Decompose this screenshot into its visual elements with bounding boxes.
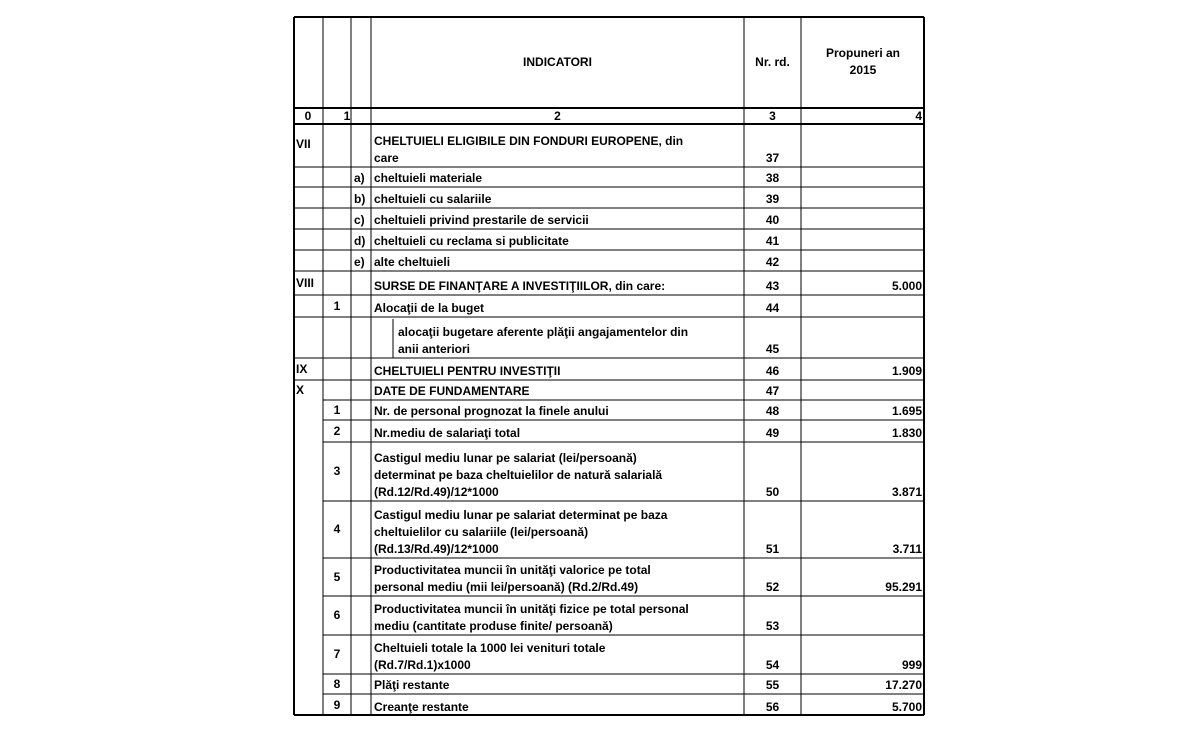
row-39-nr-line-0: 39 xyxy=(765,192,780,206)
row-39-nr xyxy=(744,187,801,208)
row-48-indicator xyxy=(371,400,744,420)
row-38-letter-line-0: a) xyxy=(354,171,365,185)
row-54-indicator xyxy=(371,635,744,674)
row-56-indicator-line-0: Creanţe restante xyxy=(374,700,469,714)
header-indicatori xyxy=(371,16,744,108)
row-43-indicator xyxy=(371,271,744,295)
row-54-indicator-line-0: Cheltuieli totale la 1000 lei venituri totale xyxy=(374,641,606,655)
row-55-value xyxy=(801,674,925,694)
row-53-indicator-line-1: mediu (cantitate produse finite/ persoană) xyxy=(374,619,613,633)
row-50-index xyxy=(323,442,351,501)
row-48-nr xyxy=(744,400,801,420)
row-51-indicator-line-2: (Rd.13/Rd.49)/12*1000 xyxy=(374,542,499,556)
row-53-index-line-0: 6 xyxy=(333,608,341,622)
row-55-nr xyxy=(744,674,801,694)
row-47-indicator-line-0: DATE DE FUNDAMENTARE xyxy=(374,384,530,398)
row-49-value-line-0: 1.830 xyxy=(891,426,922,440)
row-43-nr xyxy=(744,271,801,295)
row-55-indicator xyxy=(371,674,744,694)
row-50-indicator-line-0: Castigul mediu lunar pe salariat (lei/persoană) xyxy=(374,451,637,465)
row-43-section-line-0: VIII xyxy=(296,275,315,290)
row-44-indicator xyxy=(371,295,744,317)
row-53-index xyxy=(323,596,351,635)
row-55-nr-line-0: 55 xyxy=(765,678,780,692)
row-48-value xyxy=(801,400,925,420)
header-nr-rd xyxy=(744,16,801,108)
row-46-indicator xyxy=(371,358,744,380)
row-45-nr-line-0: 45 xyxy=(765,342,780,356)
row-50-indicator-line-1: determinat pe baza cheltuielilor de natură salarială xyxy=(374,468,663,482)
col-number-3-line-0: 3 xyxy=(769,108,776,123)
row-55-index-line-0: 8 xyxy=(333,676,341,691)
row-51-value xyxy=(801,501,925,558)
row-45-indicator-line-1: anii anteriori xyxy=(398,342,471,356)
col-number-2 xyxy=(371,108,744,124)
row-52-indicator-line-0: Productivitatea muncii în unităţi valorice pe total xyxy=(374,563,651,577)
row-42-indicator xyxy=(371,250,744,271)
row-45-nr xyxy=(744,317,801,358)
budget-indicators-table xyxy=(293,16,925,716)
row-43-indicator-line-0: SURSE DE FINANŢARE A INVESTIŢIILOR, din care: xyxy=(374,279,666,293)
row-53-nr-line-0: 53 xyxy=(765,619,780,633)
row-48-index-line-0: 1 xyxy=(333,402,341,417)
row-42-indicator-line-0: alte cheltuieli xyxy=(374,255,451,269)
row-50-indicator-line-2: (Rd.12/Rd.49)/12*1000 xyxy=(374,485,499,499)
row-43-section xyxy=(293,271,323,295)
row-53-indicator xyxy=(371,596,744,635)
row-49-indicator xyxy=(371,420,744,442)
row-38-nr xyxy=(744,167,801,187)
col-number-3 xyxy=(744,108,801,124)
row-56-value xyxy=(801,694,925,716)
row-49-nr xyxy=(744,420,801,442)
row-38-letter xyxy=(351,167,371,187)
header-indicatori-line-0: INDICATORI xyxy=(523,54,592,69)
row-52-value-line-0: 95.291 xyxy=(885,580,922,594)
row-56-index xyxy=(323,694,351,716)
header-propuneri-line-1: 2015 xyxy=(849,63,877,77)
row-37-section xyxy=(293,124,323,164)
row-53-indicator-line-0: Productivitatea muncii în unităţi fizice pe total personal xyxy=(374,602,689,616)
row-42-nr xyxy=(744,250,801,271)
row-46-value xyxy=(801,358,925,380)
row-51-indicator xyxy=(371,501,744,558)
row-44-nr-line-0: 44 xyxy=(765,301,780,315)
row-54-value-line-0: 999 xyxy=(901,658,922,672)
row-41-letter-line-0: d) xyxy=(354,234,366,248)
row-47-nr xyxy=(744,380,801,400)
col-number-0-line-0: 0 xyxy=(304,108,312,123)
row-49-value xyxy=(801,420,925,442)
row-52-index-line-0: 5 xyxy=(333,569,341,584)
row-51-nr-line-0: 51 xyxy=(765,542,780,556)
row-54-index xyxy=(323,635,351,674)
row-40-indicator-line-0: cheltuieli privind prestarile de servicii xyxy=(374,213,589,227)
row-49-nr-line-0: 49 xyxy=(765,426,780,440)
header-nr-rd-line-0: Nr. rd. xyxy=(755,54,790,69)
row-51-indicator-line-1: cheltuielilor cu salariile (lei/persoană) xyxy=(374,525,589,539)
row-50-indicator xyxy=(371,442,744,501)
row-47-section-line-0: X xyxy=(296,382,305,397)
row-46-value-line-0: 1.909 xyxy=(891,364,922,378)
row-40-indicator xyxy=(371,208,744,229)
row-47-nr-line-0: 47 xyxy=(765,384,780,398)
row-51-index xyxy=(323,501,351,558)
row-41-nr-line-0: 41 xyxy=(765,234,780,248)
row-43-nr-line-0: 43 xyxy=(765,279,780,293)
col-number-4-line-0: 4 xyxy=(915,108,922,123)
row-48-indicator-line-0: Nr. de personal prognozat la finele anului xyxy=(374,404,609,418)
row-46-nr-line-0: 46 xyxy=(765,364,780,378)
row-49-index-line-0: 2 xyxy=(333,423,341,438)
row-39-letter xyxy=(351,187,371,208)
row-44-nr xyxy=(744,295,801,317)
row-40-letter xyxy=(351,208,371,229)
row-53-nr xyxy=(744,596,801,635)
row-54-value xyxy=(801,635,925,674)
row-54-nr xyxy=(744,635,801,674)
row-56-nr-line-0: 56 xyxy=(765,700,780,714)
row-55-indicator-line-0: Plăţi restante xyxy=(374,678,450,692)
row-47-section xyxy=(293,380,323,400)
row-54-nr-line-0: 54 xyxy=(765,658,780,672)
col-number-1-line-0: 1 xyxy=(343,108,351,123)
row-49-indicator-line-0: Nr.mediu de salariaţi total xyxy=(374,426,521,440)
row-52-nr xyxy=(744,558,801,596)
row-45-indicator-line-0: alocaţii bugetare aferente plăţii angajamentelor din xyxy=(398,325,689,339)
row-43-value xyxy=(801,271,925,295)
row-52-indicator-line-1: personal mediu (mii lei/persoană) (Rd.2/Rd.49) xyxy=(374,580,639,594)
row-46-indicator-line-0: CHELTUIELI PENTRU INVESTIŢII xyxy=(374,364,561,378)
row-37-indicator-line-1: care xyxy=(374,151,399,165)
col-number-1 xyxy=(323,108,371,124)
row-42-nr-line-0: 42 xyxy=(765,255,780,269)
row-46-section-line-0: IX xyxy=(296,361,308,376)
row-38-indicator xyxy=(371,167,744,187)
row-37-section-line-0: VII xyxy=(296,136,311,151)
row-50-value-line-0: 3.871 xyxy=(891,485,922,499)
row-45-indicator xyxy=(395,317,744,358)
row-47-indicator xyxy=(371,380,744,400)
row-50-value xyxy=(801,442,925,501)
header-propuneri xyxy=(801,16,925,108)
row-56-indicator xyxy=(371,694,744,716)
row-54-index-line-0: 7 xyxy=(333,647,341,661)
row-46-section xyxy=(293,358,323,380)
row-56-value-line-0: 5.700 xyxy=(891,700,922,714)
row-42-letter-line-0: e) xyxy=(354,255,365,269)
col-number-4 xyxy=(801,108,925,124)
row-38-nr-line-0: 38 xyxy=(765,171,780,185)
row-56-nr xyxy=(744,694,801,716)
row-39-indicator xyxy=(371,187,744,208)
row-50-nr xyxy=(744,442,801,501)
row-39-indicator-line-0: cheltuieli cu salariile xyxy=(374,192,492,206)
row-55-index xyxy=(323,674,351,694)
row-40-letter-line-0: c) xyxy=(354,213,365,227)
col-number-2-line-0: 2 xyxy=(554,108,561,123)
row-56-index-line-0: 9 xyxy=(333,697,341,712)
row-44-indicator-line-0: Alocaţii de la buget xyxy=(374,301,485,315)
row-42-letter xyxy=(351,250,371,271)
row-37-nr xyxy=(744,124,801,167)
row-41-letter xyxy=(351,229,371,250)
row-51-indicator-line-0: Castigul mediu lunar pe salariat determinat pe baza xyxy=(374,508,668,522)
row-48-value-line-0: 1.695 xyxy=(891,404,922,418)
row-38-indicator-line-0: cheltuieli materiale xyxy=(374,171,483,185)
row-46-nr xyxy=(744,358,801,380)
col-number-0 xyxy=(293,108,323,124)
row-41-nr xyxy=(744,229,801,250)
row-51-index-line-0: 4 xyxy=(333,522,341,536)
row-37-indicator xyxy=(371,124,744,167)
row-50-index-line-0: 3 xyxy=(333,464,341,478)
row-41-indicator xyxy=(371,229,744,250)
row-37-indicator-line-0: CHELTUIELI ELIGIBILE DIN FONDURI EUROPENE, din xyxy=(374,134,684,148)
row-39-letter-line-0: b) xyxy=(354,192,366,206)
row-50-nr-line-0: 50 xyxy=(765,485,780,499)
row-55-value-line-0: 17.270 xyxy=(885,678,922,692)
row-49-index xyxy=(323,420,351,442)
row-51-nr xyxy=(744,501,801,558)
row-52-nr-line-0: 52 xyxy=(765,580,780,594)
row-54-indicator-line-1: (Rd.7/Rd.1)x1000 xyxy=(374,658,471,672)
row-40-nr xyxy=(744,208,801,229)
row-40-nr-line-0: 40 xyxy=(765,213,780,227)
row-52-indicator xyxy=(371,558,744,596)
row-52-index xyxy=(323,558,351,596)
row-52-value xyxy=(801,558,925,596)
row-48-index xyxy=(323,400,351,420)
header-propuneri-line-0: Propuneri an xyxy=(825,46,900,60)
row-37-nr-line-0: 37 xyxy=(765,151,780,165)
row-44-index xyxy=(323,295,351,317)
row-43-value-line-0: 5.000 xyxy=(891,279,922,293)
row-44-index-line-0: 1 xyxy=(333,298,341,313)
row-41-indicator-line-0: cheltuieli cu reclama si publicitate xyxy=(374,234,569,248)
row-48-nr-line-0: 48 xyxy=(765,404,780,418)
row-51-value-line-0: 3.711 xyxy=(892,542,922,556)
